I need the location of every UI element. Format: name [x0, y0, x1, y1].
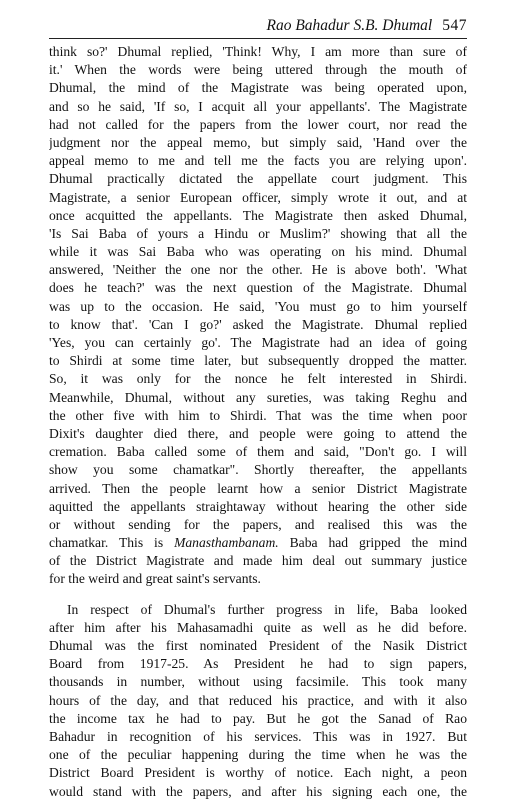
text-segment: chamatkar. This is	[49, 535, 175, 551]
text-line: District Board President is worthy of notice. Each night, a peon	[49, 765, 467, 781]
text-line: would stand with the papers, and after his signing each one, the	[49, 783, 467, 799]
text-line: 'Is Sai Baba of yours a Hindu or Muslim?' showing that all the	[49, 225, 467, 241]
text-line: thousands in number, without using facsimile. This took many	[49, 674, 467, 690]
paragraph-1	[49, 43, 467, 589]
text-line: answered, 'Neither the one nor the other. He is above both'. 'What	[49, 262, 467, 278]
text-line: Board from 1917-25. As President he had to sign papers,	[49, 656, 467, 672]
text-line: to Shirdi at some time later, but subsequently dropped the matter.	[49, 353, 467, 369]
text-line: while it was Sai Baba who was operating on his mind. Dhumal	[49, 244, 467, 260]
text-line: show you some chamatkar". Shortly thereafter, the appellants	[49, 462, 467, 478]
text-line: the other five with him to Shirdi. That was the time when poor	[49, 407, 467, 423]
text-line: for the weird and great saint's servants.	[49, 571, 261, 587]
italic-term: Manasthambanam.	[174, 535, 279, 551]
text-line: judgment nor the appeal memo, but simply said, 'Hand over the	[49, 134, 467, 150]
text-line: So, it was only for the nonce he felt interested in Shirdi.	[49, 371, 467, 387]
text-line: Bahadur in recognition of his services. This was in 1927. But	[49, 728, 467, 744]
text-line: hours of the day, and that reduced his practice, and with it also	[49, 692, 467, 708]
text-segment: Baba had gripped the mind	[278, 535, 467, 551]
page-number: 547	[442, 17, 467, 34]
text-line: of the District Magistrate and made him deal out summary justice	[49, 553, 467, 569]
running-header	[49, 16, 467, 39]
text-line: after him after his Mahasamadhi quite as well as he did before.	[49, 619, 467, 635]
paragraph-2	[49, 601, 467, 801]
text-line: cremation. Baba called some of them and said, "Don't go. I will	[49, 444, 467, 460]
text-line: 'Yes, you can certainly go'. The Magistrate had an idea of going	[49, 335, 467, 350]
text-line: the income tax he had to pay. But he got the Sanad of Rao	[49, 710, 467, 726]
text-line: Dhumal, the mind of the Magistrate was being operated upon,	[49, 80, 467, 96]
text-line: one of the peculiar happening during the time when he was the	[49, 747, 467, 763]
text-line: arrived. Then the people learnt how a senior District Magistrate	[49, 480, 467, 496]
text-line: aquitted the appellants straightaway without hearing the other side	[49, 498, 467, 514]
text-line: In respect of Dhumal's further progress in life, Baba looked	[67, 601, 467, 617]
text-line: appeal memo to me and tell me the facts you are relying upon'.	[49, 153, 467, 169]
text-line: does he teach?' was the next question of the Magistrate. Dhumal	[49, 280, 467, 296]
text-line: had not called for the papers from the lower court, nor read the	[49, 116, 467, 132]
running-title: Rao Bahadur S.B. Dhumal	[266, 17, 433, 34]
text-line-with-italic	[49, 534, 467, 552]
text-line: think so?' Dhumal replied, 'Think! Why, I am more than sure of	[49, 44, 467, 59]
book-page	[49, 16, 467, 801]
text-line: was up to the occasion. He said, 'You must go to him yourself	[49, 298, 467, 314]
text-line: and so he said, 'If so, I acquit all your appellants'. The Magistrate	[49, 98, 467, 114]
text-line: Dixit's daughter died there, and people were going to attend the	[49, 425, 467, 441]
text-line: once acquitted the appellants. The Magistrate then asked Dhumal,	[49, 207, 467, 223]
paragraph-gap	[49, 589, 467, 601]
text-line: Dhumal was the first nominated President of the Nasik District	[49, 638, 467, 653]
text-line: or without sending for the papers, and realised this was the	[49, 516, 467, 532]
text-line: to know that'. 'Can I go?' asked the Magistrate. Dhumal replied	[49, 316, 467, 332]
text-line: it.' When the words were being uttered through the mouth of	[49, 62, 467, 78]
text-line: Dhumal practically dictated the appellate court judgment. This	[49, 171, 467, 187]
text-line: Magistrate, a senior European officer, simply wrote it out, and at	[49, 189, 467, 205]
text-line: Meanwhile, Dhumal, without any sureties, was taking Reghu and	[49, 389, 467, 405]
